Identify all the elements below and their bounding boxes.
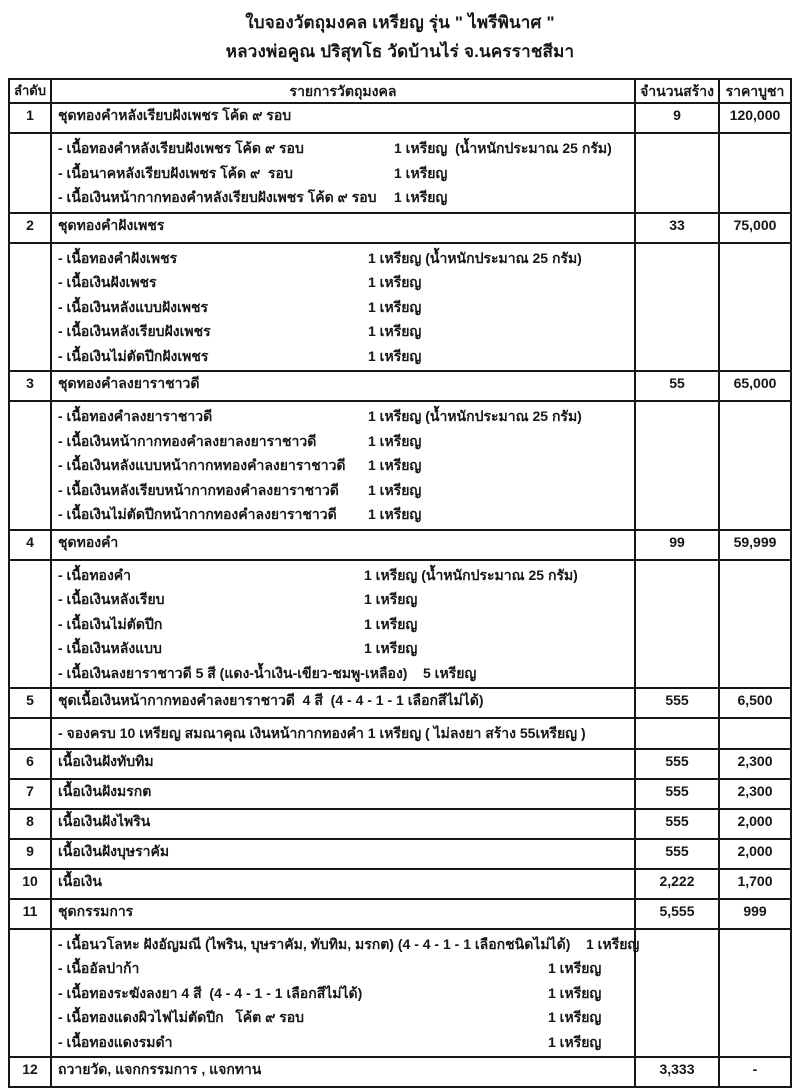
sub-item-row bbox=[58, 185, 628, 210]
sub-item-label: - เนื้อเงินหลังแบบ bbox=[58, 640, 162, 656]
item-title-cell bbox=[52, 810, 634, 838]
sub-item-label: - เนื้ออัลปาก้า bbox=[58, 960, 140, 976]
sub-item-row bbox=[58, 161, 628, 186]
header-quantity: จำนวนสร้าง bbox=[634, 80, 718, 102]
sub-item-row bbox=[58, 502, 628, 527]
sub-item-qty: 1 เหรียญ bbox=[368, 457, 422, 473]
price-cell: 75,000 bbox=[718, 214, 790, 242]
price-cell: 120,000 bbox=[718, 104, 790, 132]
sub-item-qty: 1 เหรียญ bbox=[548, 1033, 602, 1050]
sub-item-qty: 1 เหรียญ bbox=[368, 432, 422, 449]
sub-items-cell bbox=[52, 930, 640, 1057]
sub-item-qty: 1 เหรียญ bbox=[368, 506, 422, 522]
sub-item-label: - เนื้อเงินหลังเรียบ bbox=[58, 591, 165, 607]
sub-item-qty: 1 เหรียญ bbox=[364, 615, 418, 632]
price-cell: - bbox=[718, 1058, 790, 1086]
item-title-cell bbox=[52, 104, 634, 132]
sub-item-qty: 1 เหรียญ bbox=[368, 323, 422, 339]
row-number: 7 bbox=[10, 780, 52, 808]
sub-item-row bbox=[58, 1030, 628, 1055]
sub-item-qty: 1 เหรียญ bbox=[364, 640, 418, 656]
row-number: 9 bbox=[10, 840, 52, 868]
item-title-cell bbox=[52, 531, 634, 559]
empty-quantity-cell bbox=[634, 561, 718, 688]
table-row bbox=[10, 748, 790, 778]
sub-item-label: - เนื้อเงินหน้ากากทองคำหลังเรียบฝังเพชร โค้ด ๙ รอบ bbox=[58, 189, 377, 205]
table-row bbox=[10, 1056, 790, 1086]
table-row bbox=[10, 778, 790, 808]
sub-items-row bbox=[10, 242, 790, 371]
item-title: เนื้อเงินฝังมรกต bbox=[58, 782, 152, 799]
empty-quantity-cell bbox=[634, 134, 718, 212]
sub-items-row bbox=[10, 717, 790, 748]
header-price: ราคาบูชา bbox=[718, 80, 790, 102]
item-title-cell bbox=[52, 780, 634, 808]
sub-item-qty: 1 เหรียญ (น้ำหนักประมาณ 25 กรัม) bbox=[364, 566, 578, 583]
empty-price-cell bbox=[718, 561, 790, 688]
sub-item-row bbox=[58, 478, 628, 503]
price-cell: 999 bbox=[718, 900, 790, 928]
quantity-cell: 555 bbox=[634, 689, 718, 717]
price-cell: 65,000 bbox=[718, 372, 790, 400]
table-row bbox=[10, 808, 790, 838]
sub-item-row bbox=[58, 344, 628, 369]
empty-quantity-cell bbox=[634, 402, 718, 529]
sub-item-row bbox=[58, 636, 628, 661]
sub-item-label: - เนื้อทองคำลงยาราชาวดี bbox=[58, 408, 213, 424]
table-row bbox=[10, 370, 790, 400]
sub-item-qty: 5 เหรียญ bbox=[423, 664, 477, 681]
item-title: ชุดทองคำฝังเพชร bbox=[58, 216, 165, 233]
header-no: ลำดับ bbox=[10, 80, 52, 102]
sub-item-label: - เนื้อเงินลงยาราชาวดี 5 สี (แดง-น้ำเงิน-เขียว-ชมพู-เหลือง) bbox=[58, 664, 408, 681]
empty-quantity-cell bbox=[634, 244, 718, 371]
quantity-cell: 555 bbox=[634, 840, 718, 868]
quantity-cell: 2,222 bbox=[634, 870, 718, 898]
sub-item-label: - เนื้อเงินไม่ตัดปีก bbox=[58, 615, 163, 632]
row-number: 8 bbox=[10, 810, 52, 838]
sub-item-row bbox=[58, 246, 628, 271]
sub-item-qty: 1 เหรียญ (น้ำหนักประมาณ 25 กรัม) bbox=[394, 140, 612, 156]
order-table-body bbox=[10, 102, 790, 1086]
price-cell: 2,300 bbox=[718, 780, 790, 808]
item-title: เนื้อเงินฝังทับทิม bbox=[58, 752, 154, 769]
empty-quantity-cell bbox=[634, 930, 718, 1057]
sub-items-cell bbox=[52, 402, 634, 529]
row-number: 2 bbox=[10, 214, 52, 242]
sub-item-label: - เนื้อเงินหลังแบบหน้ากากหทองคำลงยาราชาวดี bbox=[58, 457, 346, 473]
item-title: ชุดทองคำหลังเรียบฝังเพชร โค้ด ๙ รอบ bbox=[58, 107, 292, 123]
sub-item-qty: 1 เหรียญ bbox=[586, 935, 640, 952]
sub-item-label: - เนื้อเงินหลังแบบฝังเพชร bbox=[58, 298, 209, 315]
sub-item-row bbox=[58, 956, 628, 981]
sub-item-label: - เนื้อทองคำหลังเรียบฝังเพชร โค้ด ๙ รอบ bbox=[58, 140, 304, 156]
sub-item-label: - เนื้อเงินไม่ตัดปีกฝังเพชร bbox=[58, 347, 209, 364]
item-title-cell bbox=[52, 689, 634, 717]
document-title-line1: ใบจองวัตถุมงคล เหรียญ รุ่น " ไพรีพินาศ " bbox=[245, 13, 555, 32]
quantity-cell: 555 bbox=[634, 780, 718, 808]
price-cell: 59,999 bbox=[718, 531, 790, 559]
quantity-cell: 5,555 bbox=[634, 900, 718, 928]
item-title: ถวายวัด, แจกกรรมการ , แจกทาน bbox=[58, 1061, 262, 1077]
sub-item-label: - เนื้อทองคำ bbox=[58, 566, 132, 583]
sub-items-row bbox=[10, 400, 790, 529]
price-cell: 2,000 bbox=[718, 810, 790, 838]
quantity-cell: 33 bbox=[634, 214, 718, 242]
row-number: 1 bbox=[10, 104, 52, 132]
table-row bbox=[10, 838, 790, 868]
sub-item-row bbox=[58, 932, 640, 957]
sub-item-row bbox=[58, 661, 628, 686]
item-title: เนื้อเงิน bbox=[58, 872, 102, 889]
empty-quantity-cell bbox=[634, 719, 718, 748]
row-number: 5 bbox=[10, 689, 52, 717]
sub-item-row bbox=[58, 429, 628, 454]
empty-price-cell bbox=[718, 719, 790, 748]
sub-item-label: - เนื้อทองแดงผิวไฟไม่ตัดปีก โค้ต ๙ รอบ bbox=[58, 1009, 305, 1025]
sub-item-label: - เนื้อทองคำฝังเพชร bbox=[58, 249, 178, 266]
sub-item-qty: 1 เหรียญ (น้ำหนักประมาณ 25 กรัม) bbox=[368, 249, 582, 266]
empty-price-cell bbox=[718, 244, 790, 371]
empty-number-cell bbox=[10, 244, 52, 371]
empty-number-cell bbox=[10, 719, 52, 748]
sub-item-qty: 1 เหรียญ bbox=[548, 1009, 602, 1025]
price-cell: 2,000 bbox=[718, 840, 790, 868]
sub-item-qty: 1 เหรียญ bbox=[548, 960, 602, 976]
table-row bbox=[10, 529, 790, 559]
quantity-cell: 55 bbox=[634, 372, 718, 400]
row-number: 11 bbox=[10, 900, 52, 928]
sub-item-qty: 1 เหรียญ bbox=[368, 298, 422, 315]
sub-item-qty: 1 เหรียญ bbox=[364, 591, 418, 607]
sub-item-qty: 1 เหรียญ (น้ำหนักประมาณ 25 กรัม) bbox=[368, 408, 582, 424]
sub-item-qty: 1 เหรียญ bbox=[368, 274, 422, 290]
table-row bbox=[10, 212, 790, 242]
row-number: 6 bbox=[10, 750, 52, 778]
quantity-cell: 555 bbox=[634, 810, 718, 838]
item-title: ชุดทองคำลงยาราชาวดี bbox=[58, 375, 200, 391]
item-title-cell bbox=[52, 750, 634, 778]
document-header bbox=[0, 0, 800, 66]
sub-items-cell bbox=[52, 561, 634, 688]
sub-item-qty: 1 เหรียญ bbox=[368, 481, 422, 498]
sub-items-row bbox=[10, 928, 790, 1057]
empty-price-cell bbox=[718, 930, 790, 1057]
table-header-row bbox=[10, 80, 790, 102]
sub-items-cell bbox=[52, 719, 634, 748]
table-row bbox=[10, 898, 790, 928]
sub-item-row bbox=[58, 295, 628, 320]
empty-price-cell bbox=[718, 402, 790, 529]
row-number: 10 bbox=[10, 870, 52, 898]
sub-item-label: - เนื้อเงินหลังเรียบฝังเพชร bbox=[58, 323, 211, 339]
table-row bbox=[10, 102, 790, 132]
sub-items-row bbox=[10, 132, 790, 212]
sub-item-row bbox=[58, 136, 628, 161]
sub-items-cell bbox=[52, 244, 634, 371]
quantity-cell: 99 bbox=[634, 531, 718, 559]
header-item: รายการวัตถุมงคล bbox=[289, 83, 397, 99]
sub-item-qty: 1 เหรียญ bbox=[394, 164, 448, 181]
item-title: เนื้อเงินฝังบุษราคัม bbox=[58, 842, 170, 859]
sub-item-row bbox=[58, 319, 628, 344]
quantity-cell: 555 bbox=[634, 750, 718, 778]
document-title-line2: หลวงพ่อคูณ ปริสุทโธ วัดบ้านไร่ จ.นครราชสีมา bbox=[225, 42, 575, 61]
item-title-cell bbox=[52, 840, 634, 868]
item-title: เนื้อเงินฝังไพริน bbox=[58, 812, 151, 829]
order-table bbox=[8, 78, 792, 1088]
sub-item-row bbox=[58, 270, 628, 295]
sub-item-label: - เนื้อทองระฆังลงยา 4 สี (4 - 4 - 1 - 1 เลือกสีไม่ได้) bbox=[58, 984, 363, 1001]
sub-item-label: - เนื้อเงินหลังเรียบหน้ากากทองคำลงยาราชาวดี bbox=[58, 481, 339, 498]
empty-price-cell bbox=[718, 134, 790, 212]
table-row bbox=[10, 687, 790, 717]
empty-number-cell bbox=[10, 134, 52, 212]
item-title-cell bbox=[52, 900, 634, 928]
item-title: ชุดทองคำ bbox=[58, 533, 119, 550]
sub-item-label: - เนื้อทองแดงรมดำ bbox=[58, 1033, 173, 1050]
sub-item-label: - เนื้อเงินหน้ากากทองคำลงยาลงยาราชาวดี bbox=[58, 432, 317, 449]
sub-item-label: - เนื้อเงินฝังเพชร bbox=[58, 274, 157, 290]
quantity-cell: 9 bbox=[634, 104, 718, 132]
item-title-cell bbox=[52, 1058, 634, 1086]
row-number: 3 bbox=[10, 372, 52, 400]
sub-item-row bbox=[58, 587, 628, 612]
sub-item-label: - เนื้อนวโลหะ ฝังอัญมณี (ไพริน, บุษราคัม, ทับทิม, มรกต) (4 - 4 - 1 - 1 เลือกชนิดไม่ได้) bbox=[58, 935, 571, 952]
sub-item-label: - เนื้อนาคหลังเรียบฝังเพชร โค้ด ๙ รอบ bbox=[58, 164, 293, 181]
sub-item-label: - เนื้อเงินไม่ตัดปีกหน้ากากทองคำลงยาราชาวดี bbox=[58, 506, 337, 522]
sub-item-qty: 1 เหรียญ bbox=[394, 189, 448, 205]
sub-item-row bbox=[58, 453, 628, 478]
item-title-cell bbox=[52, 870, 634, 898]
price-cell: 6,500 bbox=[718, 689, 790, 717]
empty-number-cell bbox=[10, 402, 52, 529]
sub-item-row bbox=[58, 563, 628, 588]
item-title: ชุดเนื้อเงินหน้ากากทองคำลงยาราชาวดี 4 สี (4 - 4 - 1 - 1 เลือกสีไม่ได้) bbox=[58, 692, 484, 708]
sub-item-label: - จองครบ 10 เหรียญ สมณาคุณ เงินหน้ากากทองคำ 1 เหรียญ ( ไม่ลงยา สร้าง 55เหรียญ ) bbox=[58, 725, 586, 741]
empty-number-cell bbox=[10, 930, 52, 1057]
sub-item-row bbox=[58, 404, 628, 429]
sub-item-row bbox=[58, 721, 628, 746]
item-title-cell bbox=[52, 372, 634, 400]
sub-item-row bbox=[58, 1005, 628, 1030]
empty-number-cell bbox=[10, 561, 52, 688]
row-number: 4 bbox=[10, 531, 52, 559]
sub-item-qty: 1 เหรียญ bbox=[548, 984, 602, 1001]
row-number: 12 bbox=[10, 1058, 52, 1086]
sub-item-qty: 1 เหรียญ bbox=[368, 347, 422, 364]
item-title: ชุดกรรมการ bbox=[58, 902, 134, 919]
price-cell: 2,300 bbox=[718, 750, 790, 778]
sub-items-row bbox=[10, 559, 790, 688]
table-row bbox=[10, 868, 790, 898]
sub-item-row bbox=[58, 981, 628, 1006]
item-title-cell bbox=[52, 214, 634, 242]
price-cell: 1,700 bbox=[718, 870, 790, 898]
quantity-cell: 3,333 bbox=[634, 1058, 718, 1086]
sub-items-cell bbox=[52, 134, 634, 212]
sub-item-row bbox=[58, 612, 628, 637]
